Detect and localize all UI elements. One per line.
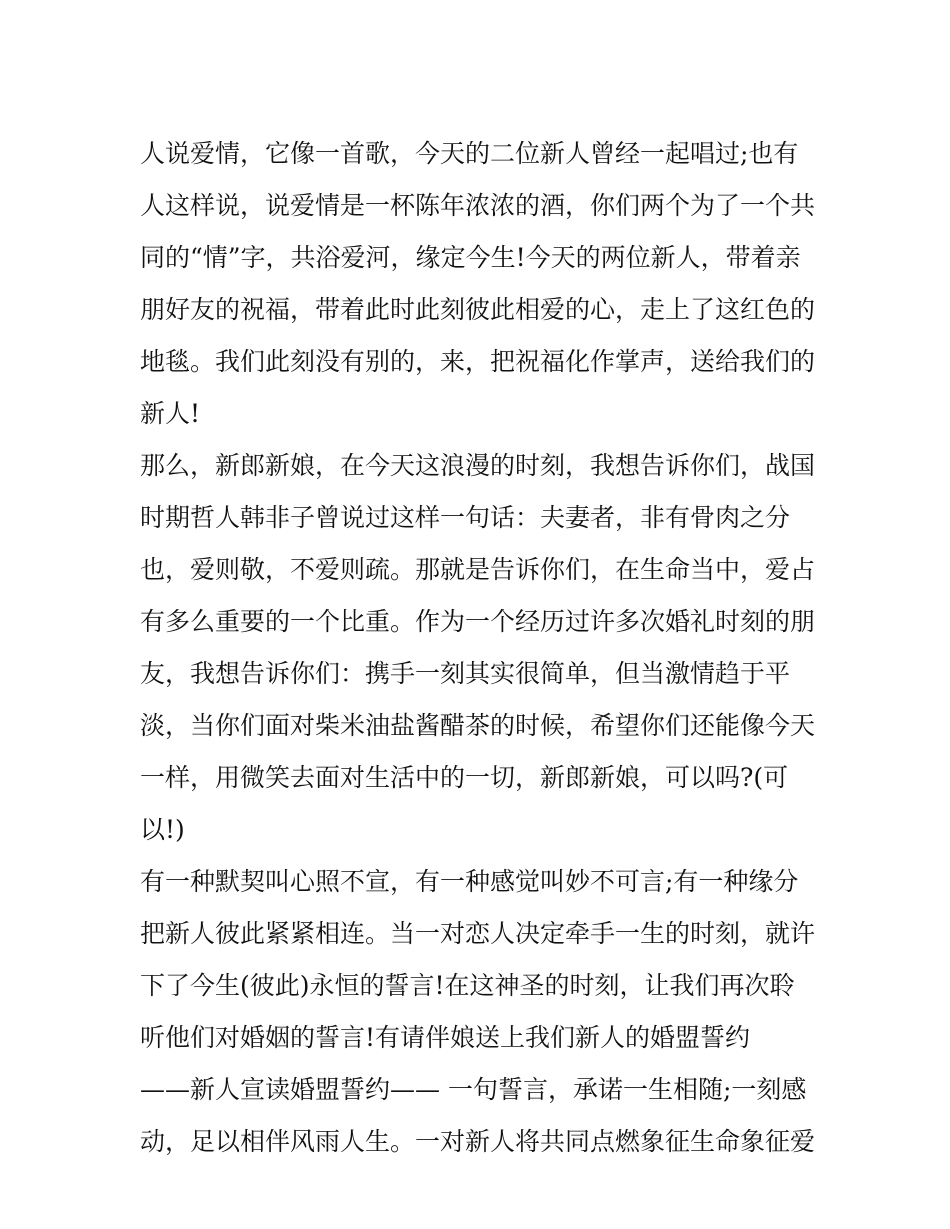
document-body-text bbox=[140, 128, 830, 1168]
text-line: 淡，当你们面对柴米油盐酱醋茶的时候，希望你们还能像今天 bbox=[140, 711, 816, 740]
text-line: 把新人彼此紧紧相连。当一对恋人决定牵手一生的时刻，就许 bbox=[140, 919, 816, 948]
text-line: ——新人宣读婚盟誓约—— 一句誓言，承诺一生相随;一刻感 bbox=[140, 1075, 807, 1104]
text-line: 下了今生(彼此)永恒的誓言!在这神圣的时刻，让我们再次聆 bbox=[140, 971, 795, 1000]
text-line: 有一种默契叫心照不宣，有一种感觉叫妙不可言;有一种缘分 bbox=[140, 867, 799, 896]
text-line: 时期哲人韩非子曾说过这样一句话：夫妻者，非有骨肉之分 bbox=[140, 503, 791, 532]
text-line: 地毯。我们此刻没有别的，来，把祝福化作掌声，送给我们的 bbox=[140, 347, 816, 376]
text-line: 一样，用微笑去面对生活中的一切，新郎新娘，可以吗?(可 bbox=[140, 763, 789, 792]
text-line: 新人! bbox=[140, 399, 201, 428]
text-line: 同的“情”字，共浴爱河，缘定今生!今天的两位新人，带着亲 bbox=[140, 243, 801, 272]
text-line: 人说爱情，它像一首歌，今天的二位新人曾经一起唱过;也有 bbox=[140, 139, 799, 168]
text-line: 人这样说，说爱情是一杯陈年浓浓的酒，你们两个为了一个共 bbox=[140, 191, 816, 220]
text-line: 有多么重要的一个比重。作为一个经历过许多次婚礼时刻的朋 bbox=[140, 607, 816, 636]
text-line: 朋好友的祝福，带着此时此刻彼此相爱的心，走上了这红色的 bbox=[140, 295, 816, 324]
text-line: 动，足以相伴风雨人生。一对新人将共同点燃象征生命象征爱 bbox=[140, 1127, 816, 1156]
text-line: 听他们对婚姻的誓言!有请伴娘送上我们新人的婚盟誓约 bbox=[140, 1023, 751, 1052]
text-line: 那么，新郎新娘，在今天这浪漫的时刻，我想告诉你们，战国 bbox=[140, 451, 816, 480]
text-line: 友，我想告诉你们：携手一刻其实很简单，但当激情趋于平 bbox=[140, 659, 791, 688]
text-line: 也，爱则敬，不爱则疏。那就是告诉你们，在生命当中，爱占 bbox=[140, 555, 816, 584]
text-line: 以!) bbox=[140, 815, 185, 844]
